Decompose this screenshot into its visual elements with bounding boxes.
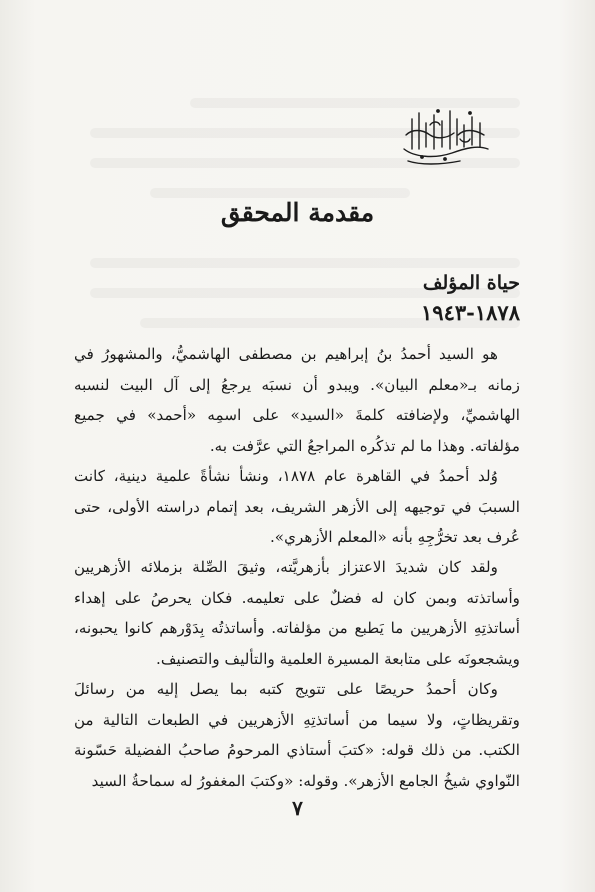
paragraph	[74, 552, 520, 674]
paragraph-text: ولقد كان شديدَ الاعتزاز بأزهريَّته، وثيقَ الصِّلة بزملائه الأزهريين وأساتذته وبمن كان له فضلٌ على تعليمه. فكان يحرصُ على إهداء أساتذتِهِ الأزهريين ما يَطبع من مؤلفاته. وأساتذتُه بِدَوْرهم كانوا يحبونه، ويشجعونَه على متابعة المسيرة العلمية والتأليف والتصنيف.	[74, 558, 520, 668]
page-number: ٧	[292, 796, 303, 820]
paragraph-text: وكان أحمدُ حريصًا على تتويج كتبه بما يصل إليه من رسائلَ وتقريظاتٍ، ولا سيما من أساتذتِهِ الأزهريين في الطبعات التالية من الكتب. من ذلك قوله: «كتبَ أستاذي المرحومُ صاحبُ الفضيلة حَسّونة النّواوي شيخُ الجامع الأزهر». وقوله: «وكتبَ المغفورُ له سماحةُ السيد	[74, 680, 520, 790]
section-years: ١٨٧٨-١٩٤٣	[421, 300, 520, 325]
paragraph	[74, 461, 520, 553]
basmala-calligraphy	[400, 105, 492, 167]
page-title: مقدمة المحقق	[220, 198, 375, 227]
paragraph-text: وُلد أحمدُ في القاهرة عام ١٨٧٨، ونشأ نشأةً علمية دينية، كانت السببَ في توجيهه إلى الأزهر الشريف، بعد إتمام دراسته الأولى، حتى عُرف بعد تخرُّجِهِ بأنه «المعلم الأزهري».	[74, 467, 520, 546]
paragraph-text: هو السيد أحمدُ بنُ إبراهيم بن مصطفى الهاشميُّ، والمشهورُ في زمانه بـ«معلم البيان». ويبدو أن نسبَه يرجعُ إلى آل البيت لنسبه الهاشميِّ، ولإضافته كلمةَ «السيد» على اسمِه «أحمد» في جميع مؤلفاته. وهذا ما لم تذكُره المراجعُ التي عرَّفت به.	[74, 345, 520, 455]
section-heading: حياة المؤلف	[422, 272, 520, 294]
bleed-through-line	[150, 188, 410, 198]
paragraph	[74, 674, 520, 796]
paragraph	[74, 339, 520, 461]
bleed-through-line	[90, 258, 520, 268]
